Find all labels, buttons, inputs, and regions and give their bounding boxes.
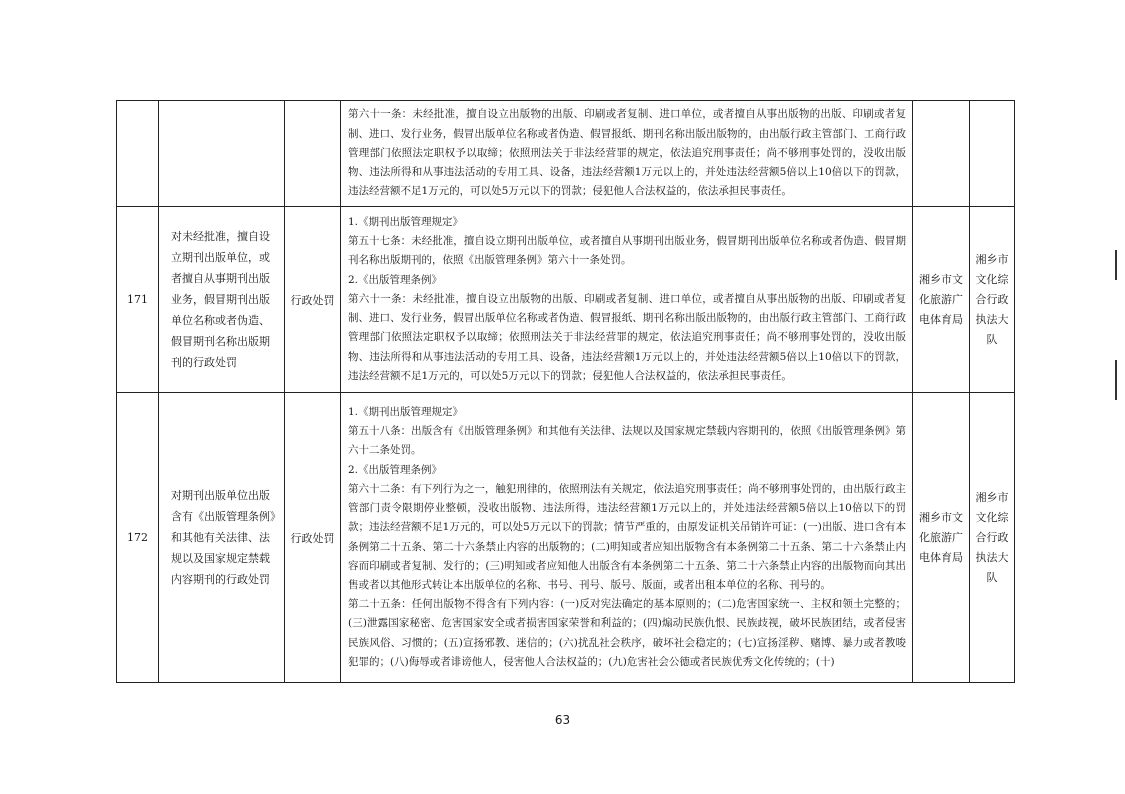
item-number: 171 xyxy=(117,207,159,393)
page-number: 63 xyxy=(554,713,571,727)
item-type: 行政处罚 xyxy=(285,393,341,683)
enforcement-unit: 湘乡市文化综合行政执法大队 xyxy=(970,393,1015,683)
basis-paragraph: 第二十五条：任何出版物不得含有下列内容：(一)反对宪法确定的基本原则的；(二)危害国家统一、主权和领土完整的；(三)泄露国家秘密、危害国家安全或者损害国家荣誉和利益的；(四)煽动民族仇恨、民族歧视，破坏民族团结，或者侵害民族风俗、习惯的；(五)宣扬邪教、迷信的；(六)扰乱社会秩序，破坏社会稳定的；(七)宣扬淫秽、赌博、暴力或者教唆犯罪的；(八)侮辱或者诽谤他人，侵害他人合法权益的；(九)危害社会公德或者民族优秀文化传统的；(十) xyxy=(348,598,906,668)
basis-paragraph: 1.《期刊出版管理规定》 xyxy=(348,216,464,229)
legal-basis xyxy=(341,101,913,207)
item-number: 172 xyxy=(117,393,159,683)
item-name: 对期刊出版单位出版含有《出版管理条例》和其他有关法律、法规以及国家规定禁载内容期刊的行政处罚 xyxy=(159,393,285,683)
basis-paragraph: 2.《出版管理条例》 xyxy=(348,463,443,476)
responsible-department xyxy=(913,101,970,207)
basis-paragraph: 第五十八条：出版含有《出版管理条例》和其他有关法律、法规以及国家规定禁载内容期刊的，依照《出版管理条例》第六十二条处罚。 xyxy=(348,425,906,457)
basis-paragraph: 2.《出版管理条例》 xyxy=(348,273,443,286)
penalty-table xyxy=(116,100,1015,683)
basis-paragraph: 第六十一条：未经批准，擅自设立出版物的出版、印刷或者复制、进口单位，或者擅自从事出版物的出版、印刷或者复制、进口、发行业务，假冒出版单位名称或者伪造、假冒报纸、期刊名称出版出版物的，由出版行政主管部门、工商行政管理部门依照法定职权予以取缔；依照刑法关于非法经营罪的规定，依法追究刑事责任；尚不够刑事处罚的，没收出版物、违法所得和从事违法活动的专用工具、设备，违法经营额1万元以上的，并处违法经营额5倍以上10倍以下的罚款，违法经营额不足1万元的，可以处5万元以下的罚款；侵犯他人合法权益的，依法承担民事责任。 xyxy=(348,108,906,198)
basis-paragraph: 第六十二条：有下列行为之一，触犯刑律的，依照刑法有关规定，依法追究刑事责任；尚不够刑事处罚的，由出版行政主管部门责令限期停业整顿，没收出版物、违法所得，违法经营额1万元以上的，并处违法经营额5倍以上10倍以下的罚款；违法经营额不足1万元的，可以处5万元以下的罚款；情节严重的，由原发证机关吊销许可证：(一)出版、进口含有本条例第二十五条、第二十六条禁止内容的出版物的；(二)明知或者应知出版物含有本条例第二十五条、第二十六条禁止内容而印刷或者复制、发行的；(三)明知或者应知他人出版含有本条例第二十五条、第二十六条禁止内容的出版物而向其出售或者以其他形式转让本出版单位的名称、书号、刊号、版号、版面，或者出租本单位的名称、刊号的。 xyxy=(348,482,906,591)
scan-edge-mark xyxy=(1115,250,1117,280)
responsible-department: 湘乡市文化旅游广电体育局 xyxy=(913,393,970,683)
item-name: 对未经批准，擅自设立期刊出版单位，或者擅自从事期刊出版业务，假冒期刊出版单位名称或者伪造、假冒期刊名称出版期刊的行政处罚 xyxy=(159,207,285,393)
scan-edge-mark xyxy=(1115,360,1117,400)
table-row xyxy=(117,207,1015,393)
item-type: 行政处罚 xyxy=(285,207,341,393)
legal-basis xyxy=(341,207,913,393)
legal-basis xyxy=(341,393,913,683)
table-row xyxy=(117,101,1015,207)
basis-paragraph: 1.《期刊出版管理规定》 xyxy=(348,406,464,419)
basis-paragraph: 第六十一条：未经批准，擅自设立出版物的出版、印刷或者复制、进口单位，或者擅自从事出版物的出版、印刷或者复制、进口、发行业务，假冒出版单位名称或者伪造、假冒报纸、期刊名称出版出版物的，由出版行政主管部门、工商行政管理部门依照法定职权予以取缔；依照刑法关于非法经营罪的规定，依法追究刑事责任；尚不够刑事处罚的，没收出版物、违法所得和从事违法活动的专用工具、设备，违法经营额1万元以上的，并处违法经营额5倍以上10倍以下的罚款，违法经营额不足1万元的，可以处5万元以下的罚款；侵犯他人合法权益的，依法承担民事责任。 xyxy=(348,292,906,382)
item-name xyxy=(159,101,285,207)
enforcement-unit: 湘乡市文化综合行政执法大队 xyxy=(970,207,1015,393)
enforcement-unit xyxy=(970,101,1015,207)
table-row xyxy=(117,393,1015,683)
item-type xyxy=(285,101,341,207)
responsible-department: 湘乡市文化旅游广电体育局 xyxy=(913,207,970,393)
item-number xyxy=(117,101,159,207)
basis-paragraph: 第五十七条：未经批准，擅自设立期刊出版单位，或者擅自从事期刊出版业务，假冒期刊出版单位名称或者伪造、假冒期刊名称出版期刊的，依照《出版管理条例》第六十一条处罚。 xyxy=(348,235,906,267)
